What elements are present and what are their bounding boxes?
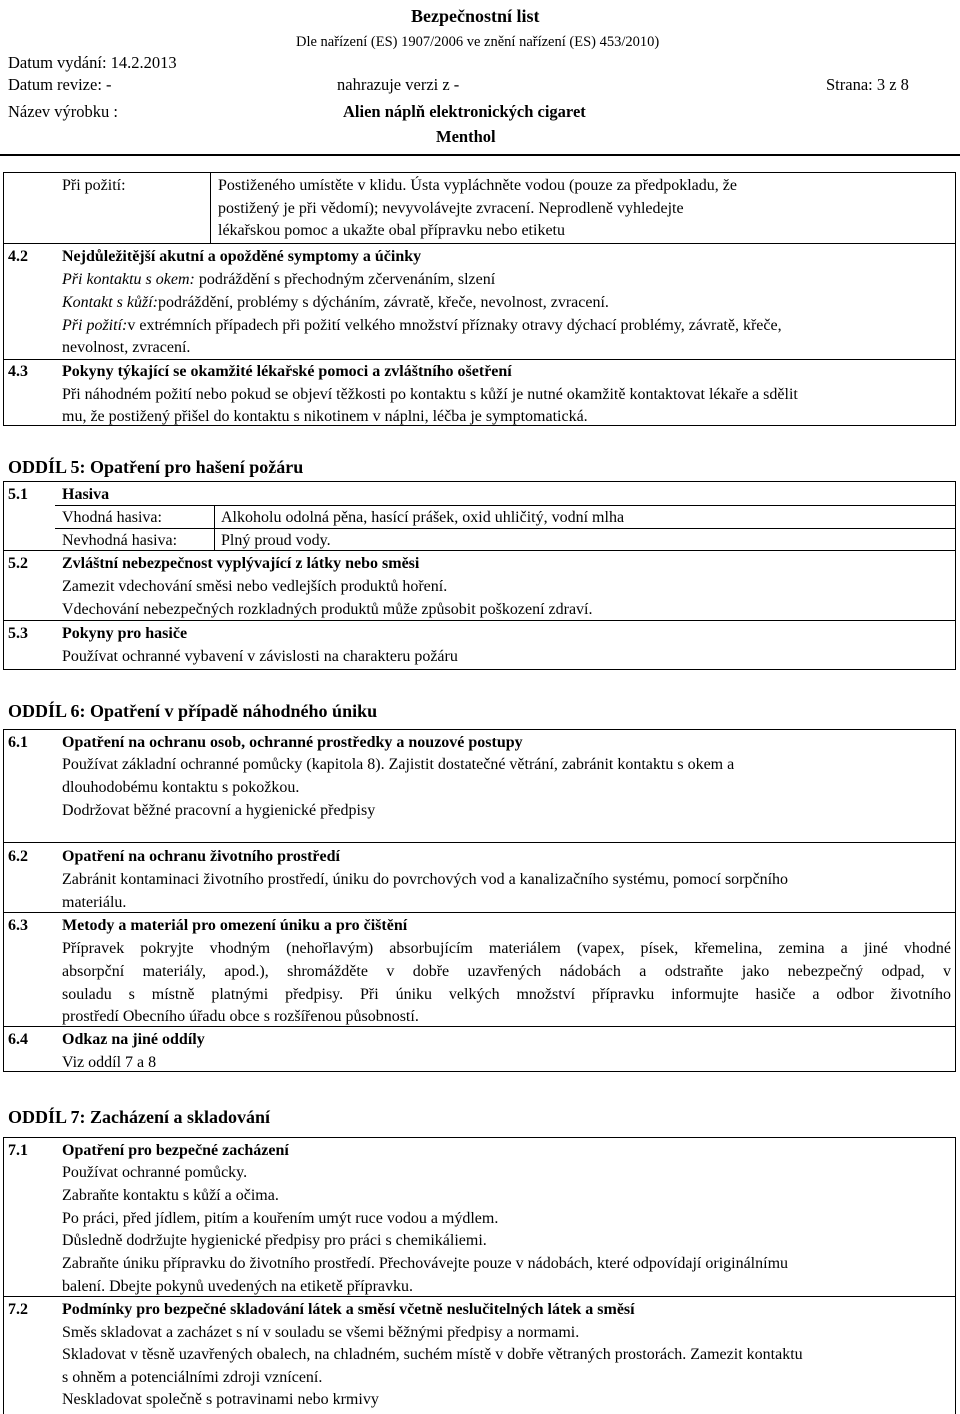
section-title: Pokyny týkající se okamžité lékařské pomoci a zvláštního ošetření — [62, 363, 512, 380]
ingestion-bottom-rule — [3, 243, 956, 244]
paragraph-line: prostředí Obecního úřadu obce s rozšířenou působností. — [62, 1008, 419, 1025]
skin-contact-symptoms — [62, 293, 609, 313]
suitable-extinguisher-label: Vhodná hasiva: — [62, 509, 162, 526]
section-5-2-bottom-rule — [3, 620, 956, 621]
paragraph-line: Zabraňte kontaktu s kůží a očima. — [62, 1187, 279, 1204]
section-number: 6.3 — [8, 917, 28, 934]
section-number: 6.2 — [8, 848, 28, 865]
paragraph-line: Přípravek pokryjte vhodným (nehořlavým) absorbujícím materiálem (vapex, písek, křemelina, zemina a jiné vhodné — [62, 940, 951, 957]
section-heading: ODDÍL 5: Opatření pro hašení požáru — [8, 457, 304, 477]
section-title: Metody a materiál pro omezení úniku a pro čištění — [62, 917, 408, 934]
extinguisher-row-rule — [55, 528, 956, 529]
section-title: Hasiva — [62, 486, 110, 503]
paragraph-line: materiálu. — [62, 894, 127, 911]
paragraph-line: Dodržovat běžné pracovní a hygienické předpisy — [62, 802, 376, 819]
paragraph-line: mu, že postižený přišel do kontaktu s nikotinem v náplni, léčba je symptomatická. — [62, 408, 588, 425]
section-title: Nejdůležitější akutní a opožděné symptomy a účinky — [62, 248, 422, 265]
section-number: 4.3 — [8, 363, 28, 380]
section-title: Opatření na ochranu osob, ochranné prostředky a nouzové postupy — [62, 734, 523, 751]
paragraph-line: Zabránit kontaminaci životního prostředí, úniku do povrchových vod a kanalizačního systému, pomocí sorpčního — [62, 871, 789, 888]
paragraph-line: Vdechování nebezpečných rozkladných produktů může způsobit poškození zdraví. — [62, 601, 593, 618]
document-title: Bezpečnostní list — [411, 6, 540, 26]
section-heading: ODDÍL 6: Opatření v případě náhodného úniku — [8, 701, 378, 721]
paragraph-line: Důsledně dodržujte hygienické předpisy pro práci s chemikáliemi. — [62, 1232, 487, 1249]
section-title: Podmínky pro bezpečné skladování látek a směsí včetně neslučitelných látek a směsí — [62, 1301, 635, 1318]
ingestion-line: lékařskou pomoc a ukažte obal přípravku nebo etiketu — [218, 222, 565, 239]
section-number: 7.1 — [8, 1142, 28, 1159]
section-4-2-bottom-rule — [3, 359, 956, 360]
suitable-extinguisher-value: Alkoholu odolná pěna, hasící prášek, oxid uhličitý, vodní mlha — [221, 509, 625, 526]
product-label: Název výrobku : — [8, 102, 118, 121]
product-name: Alien náplň elektronických cigaret — [343, 102, 586, 121]
section-number: 5.2 — [8, 555, 28, 572]
replaces-version: nahrazuje verzi z - — [337, 75, 460, 94]
paragraph-line: Při náhodném požití nebo pokud se objeví těžkosti po kontaktu s kůží je nutné okamžitě kontaktovat lékaře a sdělit — [62, 386, 798, 403]
paragraph-line: Používat ochranné pomůcky. — [62, 1164, 248, 1181]
paragraph-line: Používat základní ochranné pomůcky (kapitola 8). Zajistit dostatečné větrání, zabránit kontaktu s okem a — [62, 756, 735, 773]
paragraph-line: Používat ochranné vybavení v závislosti na charakteru požáru — [62, 648, 458, 665]
ingestion-symptoms-label: Při požití: — [62, 317, 128, 334]
section-number: 4.2 — [8, 248, 28, 265]
section-number: 5.1 — [8, 486, 28, 503]
section-title: Opatření pro bezpečné zacházení — [62, 1142, 289, 1159]
unsuitable-extinguisher-value: Plný proud vody. — [221, 532, 331, 549]
section-title: Odkaz na jiné oddíly — [62, 1031, 205, 1048]
paragraph-line: Viz oddíl 7 a 8 — [62, 1054, 157, 1071]
ingestion-symptoms-cont: nevolnost, zvracení. — [62, 339, 191, 356]
ingestion-symptoms-text: v extrémních případech při požití velkého množství příznaky otravy dýchací problémy, závratě, křeče, — [127, 317, 782, 334]
section-title: Zvláštní nebezpečnost vyplývající z látky nebo směsi — [62, 555, 420, 572]
paragraph-line: balení. Dbejte pokynů uvedených na etiketě přípravku. — [62, 1278, 413, 1295]
section-title: Opatření na ochranu životního prostředí — [62, 848, 340, 865]
issue-date: Datum vydání: 14.2.2013 — [8, 53, 177, 72]
ingestion-symptoms — [62, 316, 782, 336]
paragraph-line: absorpční materiály, apod.), shromážděte v dobře uzavřených nádobách a odstraňte jako nebezpečný odpad, v — [62, 963, 951, 980]
skin-contact-label: Kontakt s kůží: — [62, 294, 158, 311]
ingestion-divider — [210, 172, 211, 243]
extinguisher-top-rule — [55, 505, 956, 506]
product-variant: Menthol — [436, 127, 496, 146]
section-heading: ODDÍL 7: Zacházení a skladování — [8, 1107, 271, 1127]
unsuitable-extinguisher-label: Nevhodná hasiva: — [62, 532, 178, 549]
ingestion-line: Postiženého umístěte v klidu. Ústa vypláchněte vodou (pouze za předpokladu, že — [218, 177, 737, 194]
section-title: Pokyny pro hasiče — [62, 625, 188, 642]
paragraph-line: Po práci, před jídlem, pitím a kouřením umýt ruce vodou a mýdlem. — [62, 1210, 499, 1227]
paragraph-line: souladu s místně platnými předpisy. Při úniku velkých množství přípravku informujte hasiče a odbor životního — [62, 986, 951, 1003]
eye-contact-label: Při kontaktu s okem: — [62, 271, 195, 288]
paragraph-line: Neskladovat společně s potravinami nebo krmivy — [62, 1391, 379, 1408]
paragraph-line: Zamezit vdechování směsi nebo vedlejších produktů hoření. — [62, 578, 448, 595]
section-number: 5.3 — [8, 625, 28, 642]
eye-contact-symptoms — [62, 270, 495, 290]
ingestion-label: Při požití: — [62, 177, 126, 194]
paragraph-line: Zabraňte úniku přípravku do životního prostředí. Přechovávejte pouze v nádobách, které odpovídají originálnímu — [62, 1255, 789, 1272]
paragraph-line: Směs skladovat a zacházet s ní v souladu se všemi běžnými předpisy a normami. — [62, 1324, 580, 1341]
paragraph-line: dlouhodobému kontaktu s pokožkou. — [62, 779, 300, 796]
section-number: 6.4 — [8, 1031, 28, 1048]
eye-contact-text: podráždění s přechodným zčervenáním, slzení — [194, 271, 496, 288]
regulation-reference: Dle nařízení (ES) 1907/2006 ve znění nařízení (ES) 453/2010) — [296, 34, 660, 50]
revision-date: Datum revize: - — [8, 75, 112, 94]
ingestion-line: postižený je při vědomí); nevyvolávejte zvracení. Neprodleně vyhledejte — [218, 200, 684, 217]
header-divider — [0, 154, 960, 156]
paragraph-line: s ohněm a potenciálními zdroji vznícení. — [62, 1369, 323, 1386]
section-6-2-bottom-rule — [3, 912, 956, 913]
section-number: 7.2 — [8, 1301, 28, 1318]
page-number: Strana: 3 z 8 — [826, 75, 909, 94]
section-number: 6.1 — [8, 734, 28, 751]
paragraph-line: Skladovat v těsně uzavřených obalech, na chladném, suchém místě v dobře větraných prostorách. Zamezit kontaktu — [62, 1346, 803, 1363]
section-6-1-bottom-rule — [3, 842, 956, 843]
skin-contact-text: podráždění, problémy s dýcháním, závratě, křeče, nevolnost, zvracení. — [158, 294, 609, 311]
